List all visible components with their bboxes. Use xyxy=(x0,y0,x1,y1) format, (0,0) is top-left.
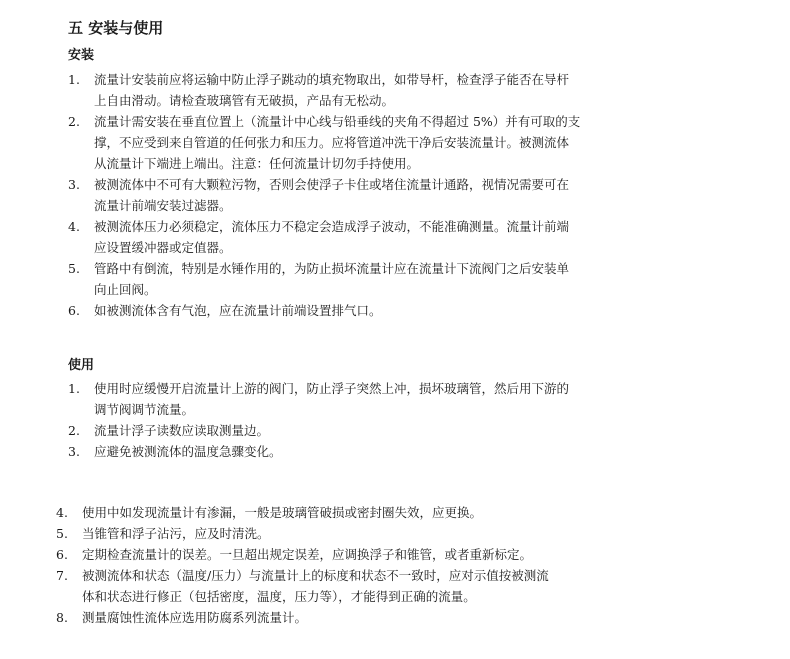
list-item-line: 应避免被测流体的温度急骤变化。 xyxy=(94,444,282,459)
list-item-number: 6. xyxy=(56,547,68,562)
list-item-line: 被测流体中不可有大颗粒污物，否则会使浮子卡住或堵住流量计通路，视情况需要可在 xyxy=(94,177,570,192)
list-item-line: 上自由滑动。请检查玻璃管有无破损，产品有无松动。 xyxy=(94,93,395,108)
list-item-line: 测量腐蚀性流体应选用防腐系列流量计。 xyxy=(82,610,308,625)
list-item-number: 8. xyxy=(56,610,68,625)
list-item xyxy=(68,441,728,462)
list-item xyxy=(68,69,728,111)
list-item-line: 使用中如发现流量计有渗漏，一般是玻璃管破损或密封圈失效，应更换。 xyxy=(82,505,483,520)
list-item xyxy=(68,174,728,216)
list-item-line: 流量计安装前应将运输中防止浮子跳动的填充物取出，如带导杆，检查浮子能否在导杆 xyxy=(94,72,570,87)
list-item-line: 向止回阀。 xyxy=(94,282,157,297)
list-item-number: 7. xyxy=(56,568,68,583)
list-item xyxy=(68,420,728,441)
list-item-number: 1. xyxy=(68,381,80,396)
list-item-line: 使用时应缓慢开启流量计上游的阀门，防止浮子突然上冲，损坏玻璃管，然后用下游的 xyxy=(94,381,570,396)
list-item-line: 流量计前端安装过滤器。 xyxy=(94,198,232,213)
list-item-line: 体和状态进行修正（包括密度，温度，压力等），才能得到正确的流量。 xyxy=(82,589,476,604)
section-title: 五 安装与使用 xyxy=(68,19,164,37)
list-item-line: 管路中有倒流，特别是水锤作用的，为防止损坏流量计应在流量计下流阀门之后安装单 xyxy=(94,261,570,276)
list-item xyxy=(56,544,736,565)
list-item xyxy=(56,565,736,607)
list-item xyxy=(68,258,728,300)
list-item-line: 定期检查流量计的误差。一旦超出规定误差，应调换浮子和锥管，或者重新标定。 xyxy=(82,547,533,562)
list-item xyxy=(56,502,736,523)
list-item xyxy=(68,111,728,174)
list-item-number: 4. xyxy=(56,505,68,520)
list-item-line: 调节阀调节流量。 xyxy=(94,402,195,417)
list-item-line: 从流量计下端进上端出。注意：任何流量计切勿手持使用。 xyxy=(94,156,420,171)
list-item-line: 当锥管和浮子沾污，应及时清洗。 xyxy=(82,526,270,541)
use-heading: 使用 xyxy=(68,358,95,373)
list-item-number: 2. xyxy=(68,423,80,438)
list-item-line: 撑，不应受到来自管道的任何张力和压力。应将管道冲洗干净后安装流量计。被测流体 xyxy=(94,135,570,150)
install-list xyxy=(68,69,728,321)
list-item-line: 流量计浮子读数应读取测量边。 xyxy=(94,423,270,438)
use-list xyxy=(68,378,728,462)
list-item-number: 5. xyxy=(68,261,80,276)
list-item xyxy=(68,378,728,420)
list-item-line: 应设置缓冲器或定值器。 xyxy=(94,240,232,255)
list-item-line: 被测流体压力必须稳定，流体压力不稳定会造成浮子波动，不能准确测量。流量计前端 xyxy=(94,219,570,234)
list-item xyxy=(56,607,736,628)
list-item xyxy=(56,523,736,544)
install-heading: 安装 xyxy=(68,48,95,63)
list-item-number: 1. xyxy=(68,72,80,87)
list-item-number: 3. xyxy=(68,444,80,459)
list-item-line: 如被测流体含有气泡，应在流量计前端设置排气口。 xyxy=(94,303,382,318)
list-item-number: 6. xyxy=(68,303,80,318)
list-item-number: 3. xyxy=(68,177,80,192)
list-item-number: 4. xyxy=(68,219,80,234)
list-item-number: 2. xyxy=(68,114,80,129)
maintenance-list xyxy=(56,502,736,628)
list-item-line: 被测流体和状态（温度/压力）与流量计上的标度和状态不一致时，应对示值按被测流 xyxy=(82,568,549,583)
list-item xyxy=(68,216,728,258)
list-item-number: 5. xyxy=(56,526,68,541)
watermark: ​ xyxy=(586,154,614,192)
list-item-line: 流量计需安装在垂直位置上（流量计中心线与铅垂线的夹角不得超过 5%）并有可取的支 xyxy=(94,114,581,129)
list-item xyxy=(68,300,728,321)
